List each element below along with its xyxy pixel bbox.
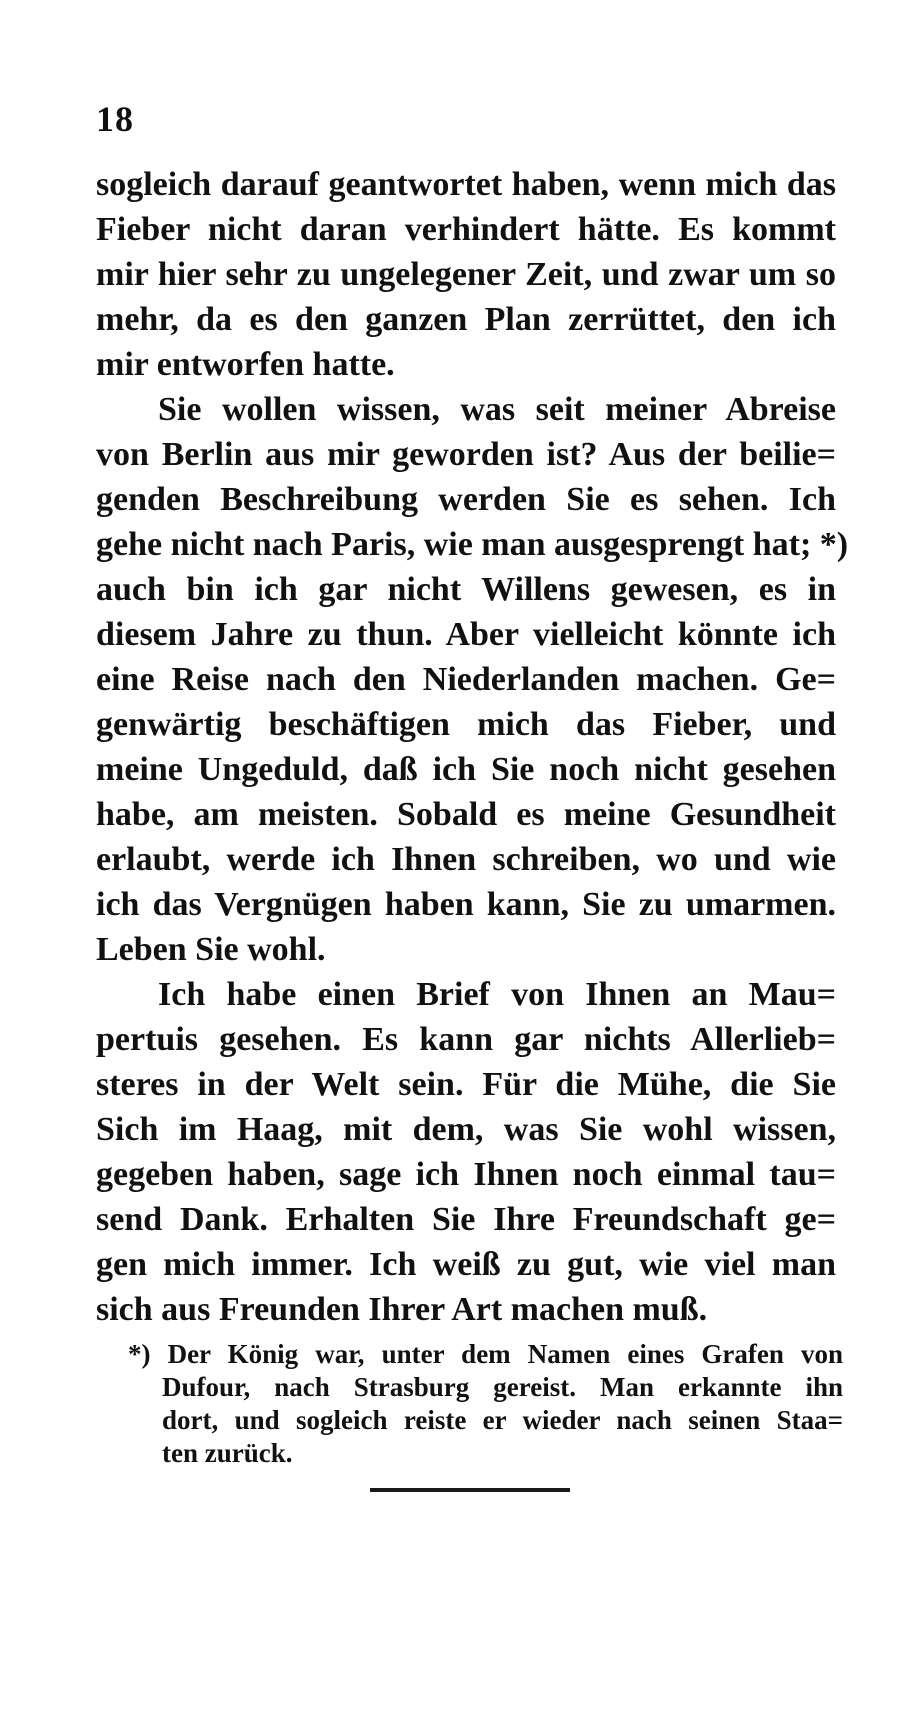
text-line: erlaubt, werde ich Ihnen schreiben, wo und wie (96, 841, 836, 878)
text-line: steres in der Welt sein. Für die Mühe, die Sie (96, 1066, 836, 1103)
text-line: gegeben haben, sage ich Ihnen noch einmal tau= (96, 1156, 836, 1193)
footnote (128, 1338, 843, 1470)
text-line: Fieber nicht daran verhindert hätte. Es kommt (96, 211, 836, 248)
footnote-line: ten zurück. (162, 1438, 293, 1468)
text-line: meine Ungeduld, daß ich Sie noch nicht gesehen (96, 751, 836, 788)
text-line: Ich habe einen Brief von Ihnen an Mau= (158, 976, 836, 1013)
text-line: send Dank. Erhalten Sie Ihre Freundschaft ge= (96, 1201, 836, 1238)
text-line: eine Reise nach den Niederlanden machen. Ge= (96, 661, 836, 698)
text-line: genwärtig beschäftigen mich das Fieber, und (96, 706, 836, 743)
page-number: 18 (96, 99, 134, 139)
text-line: auch bin ich gar nicht Willens gewesen, es in (96, 571, 836, 608)
text-line: von Berlin aus mir geworden ist? Aus der beilie= (96, 436, 836, 473)
text-line: gen mich immer. Ich weiß zu gut, wie viel man (96, 1246, 836, 1283)
paragraph-3 (96, 972, 836, 1332)
closing-rule (370, 1488, 570, 1492)
text-line: Sie wollen wissen, was seit meiner Abreise (158, 391, 836, 428)
text-line: gehe nicht nach Paris, wie man ausgesprengt hat; *) (96, 526, 849, 563)
text-line: mir hier sehr zu ungelegener Zeit, und zwar um so (96, 256, 836, 293)
paragraph-1 (96, 162, 836, 387)
text-line: mehr, da es den ganzen Plan zerrüttet, den ich (96, 301, 836, 338)
text-line: pertuis gesehen. Es kann gar nichts Allerlieb= (96, 1021, 836, 1058)
footnote-line: dort, und sogleich reiste er wieder nach seinen Staa= (162, 1405, 843, 1435)
text-line: mir entworfen hatte. (96, 346, 395, 383)
text-line: ich das Vergnügen haben kann, Sie zu umarmen. (96, 886, 836, 923)
paragraph-2 (96, 387, 849, 972)
text-line: sich aus Freunden Ihrer Art machen muß. (96, 1291, 708, 1328)
footnote-line: Dufour, nach Strasburg gereist. Man erkannte ihn (162, 1372, 843, 1402)
text-line: habe, am meisten. Sobald es meine Gesundheit (96, 796, 836, 833)
main-text (96, 162, 849, 1332)
text-line: Sich im Haag, mit dem, was Sie wohl wissen, (96, 1111, 836, 1148)
footnote-line: *) Der König war, unter dem Namen eines Grafen von (128, 1339, 843, 1369)
text-line: Leben Sie wohl. (96, 931, 326, 968)
text-line: genden Beschreibung werden Sie es sehen. Ich (96, 481, 836, 518)
text-line: sogleich darauf geantwortet haben, wenn mich das (96, 166, 836, 203)
text-line: diesem Jahre zu thun. Aber vielleicht könnte ich (96, 616, 836, 653)
